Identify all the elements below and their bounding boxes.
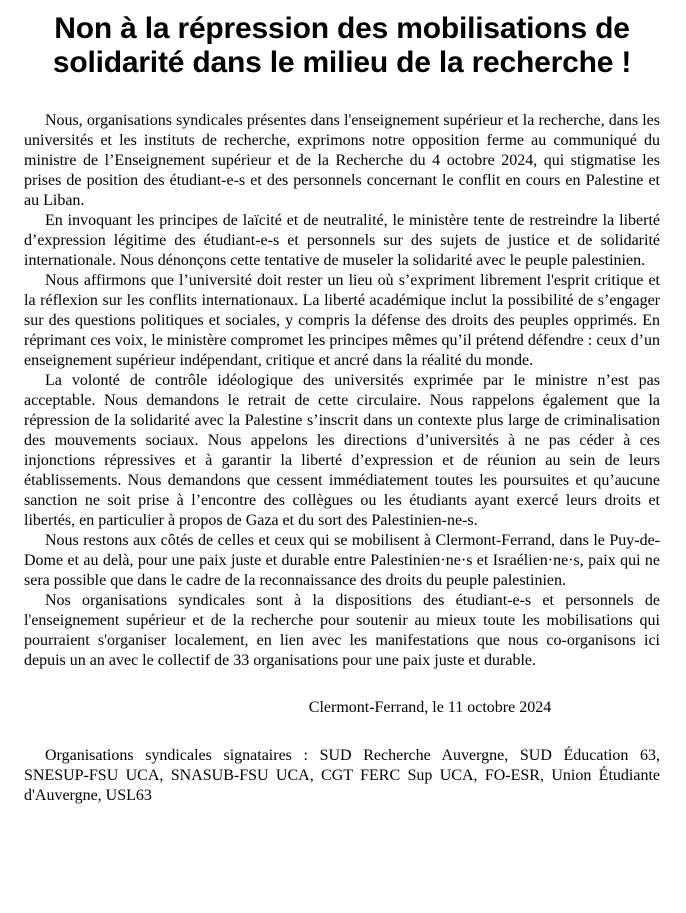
signatories-paragraph: Organisations syndicales signataires : SUD Recherche Auvergne, SUD Éducation 63, SNESUP-FSU UCA, SNASUB-FSU UCA, CGT FERC Sup UCA, FO-ESR, Union Étudiante d'Auvergne, USL63 [24,747,660,804]
document-title [24,12,660,80]
paragraph-6: Nos organisations syndicales sont à la dispositions des étudiant-e-s et personnels de l'enseignement supérieur et de la recherche pour soutenir au mieux toute les mobilisations qui pourraient s'organiser localement, en lien avec les manifestations que nous co-organisons ici depuis un an avec le collectif de 33 organisations pour une paix juste et durable. [24,592,660,669]
paragraph-5: Nous restons aux côtés de celles et ceux qui se mobilisent à Clermont-Ferrand, dans le Puy-de-Dome et au delà, pour une paix juste et durable entre Palestinien·ne·s et Israélien·ne·s, paix qui ne sera possible que dans le cadre de la reconnaissance des droits du peuple palestinien. [24,532,660,589]
paragraph-4: La volonté de contrôle idéologique des universités exprimée par le ministre n’est pas acceptable. Nous demandons le retrait de cette circulaire. Nous rappelons également que la répression de la solidarité avec la Palestine s’inscrit dans un contexte plus large de criminalisation des mouvements sociaux. Nous appelons les directions d’universités à ne pas céder à ces injonctions répressives et à garantir la liberté d’expression et de réunion au sein de leurs établissements. Nous demandons que cessent immédiatement toutes les poursuites et qu’aucune sanction ne soit prise à l’encontre des collègues ou les étudiants ayant exercé leurs droits et libertés, en particulier à propos de Gaza et du sort des Palestinien-ne-s. [24,372,660,529]
document-title-line-1: Non à la répression des mobilisations de [54,12,630,45]
dateline: Clermont-Ferrand, le 11 octobre 2024 [308,699,552,716]
document-body [24,111,660,806]
document-title-line-2: solidarité dans le milieu de la recherche ! [52,46,632,79]
paragraph-1: Nous, organisations syndicales présentes dans l'enseignement supérieur et la recherche, dans les universités et les instituts de recherche, exprimons notre opposition ferme au communiqué du ministre de l’Enseignement supérieur et de la Recherche du 4 octobre 2024, qui stigmatise les prises de position des étudiant-e-s et des personnels concernant le conflit en cours en Palestine et au Liban. [24,112,660,209]
paragraph-2: En invoquant les principes de laïcité et de neutralité, le ministère tente de restreindre la liberté d’expression légitime des étudiant-e-s et personnels sur des sujets de justice et de solidarité internationale. Nous dénonçons cette tentative de museler la solidarité avec le peuple palestinien. [24,212,660,269]
paragraph-3: Nous affirmons que l’université doit rester un lieu où s’expriment librement l'esprit critique et la réflexion sur les conflits internationaux. La liberté académique inclut la possibilité de s’engager sur des questions politiques et sociales, y compris la défense des droits des peuples opprimés. En réprimant ces voix, le ministère compromet les principes mêmes qu’il prétend défendre : ceux d’un enseignement supérieur indépendant, critique et ancré dans la réalité du monde. [24,272,660,369]
